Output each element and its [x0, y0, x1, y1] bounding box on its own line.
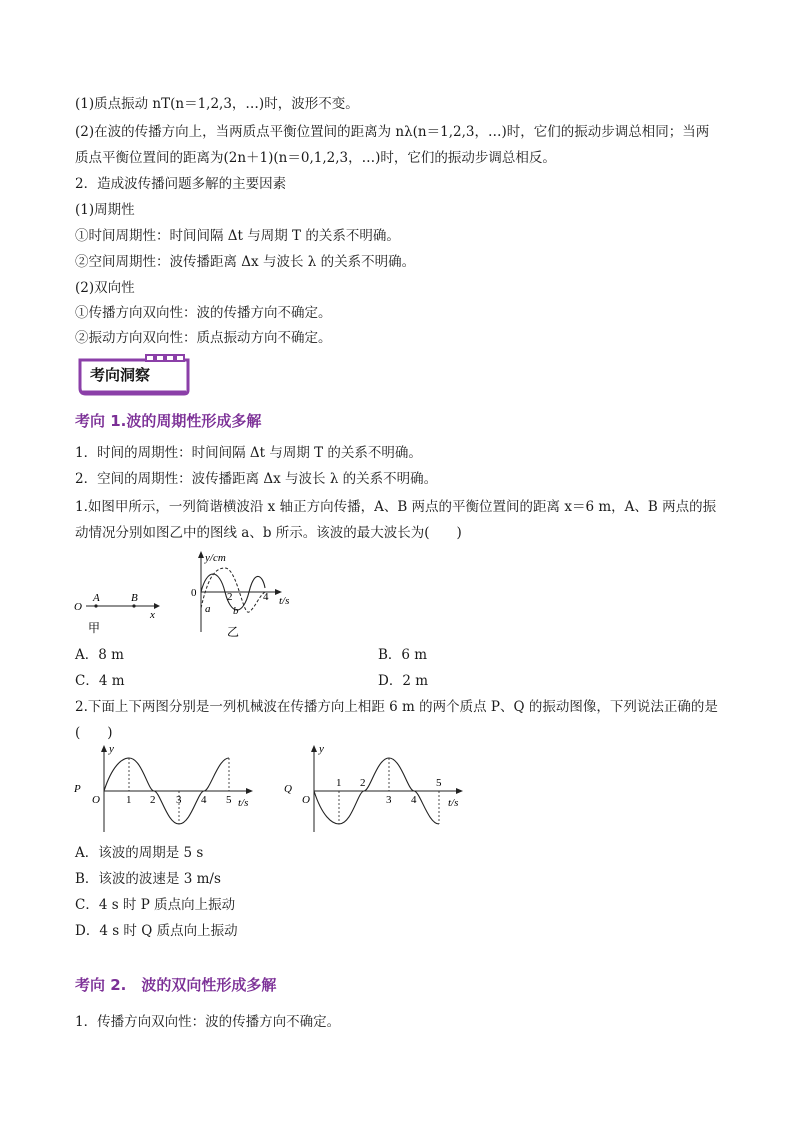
label-zero: 0 [191, 587, 197, 599]
p-label-t: t/s [238, 797, 249, 809]
point-b-dot [132, 604, 135, 607]
p-label-origin: O [92, 794, 100, 806]
q2-option-a[interactable]: A．该波的周期是 5 s [75, 845, 204, 861]
graph-p [70, 740, 260, 840]
section1-title: 考向 1.波的周期性形成多解 [75, 412, 262, 430]
para-p3: (1)周期性 [75, 202, 135, 218]
sec1-line2: 2．空间的周期性：波传播距离 Δx 与波长 λ 的关系不明确。 [75, 471, 438, 487]
para-p8: ②振动方向双向性：质点振动方向不确定。 [75, 330, 332, 346]
para-p4: ①时间周期性：时间间隔 Δt 与周期 T 的关系不明确。 [75, 228, 400, 244]
p-tick-1: 1 [126, 794, 132, 806]
p-label-name: P [74, 783, 81, 795]
badge-kaoxiang [76, 354, 194, 396]
label-curve-a: a [205, 603, 211, 615]
figure-jia [70, 585, 170, 635]
x-axis-arrow [154, 603, 160, 609]
label-point-a: A [93, 592, 100, 604]
p-y-arrow [101, 745, 107, 752]
p-label-y: y [109, 743, 114, 755]
p-tick-5: 5 [226, 794, 232, 806]
q-y-arrow [311, 745, 317, 752]
q1-stem-b: 动情况分别如图乙中的图线 a、b 所示。该波的最大波长为( ) [75, 525, 462, 541]
para-p5: ②空间周期性：波传播距离 Δx 与波长 λ 的关系不明确。 [75, 254, 416, 270]
q1-option-c[interactable]: C．4 m [75, 673, 125, 689]
q-tick-3: 3 [386, 794, 392, 806]
badge-label: 考向洞察 [90, 366, 151, 384]
q1-stem-a: 1.如图甲所示，一列简谐横波沿 x 轴正方向传播，A、B 两点的平衡位置间的距离 x＝6 m，A、B 两点的振 [75, 499, 717, 515]
para-p1: (1)质点振动 nT(n＝1,2,3，…)时，波形不变。 [75, 96, 359, 112]
point-a-dot [94, 604, 97, 607]
figure-yi [185, 548, 305, 638]
caption-jia: 甲 [88, 621, 101, 635]
y-axis-arrow [198, 551, 204, 558]
q-t-arrow [456, 788, 463, 794]
q2-option-c[interactable]: C．4 s 时 P 质点向上振动 [75, 897, 236, 913]
label-point-b: B [131, 592, 138, 604]
tick-2: 2 [227, 591, 233, 603]
q-label-t: t/s [448, 797, 459, 809]
q-label-y: y [319, 743, 324, 755]
heading-factors: 2．造成波传播问题多解的主要因素 [75, 176, 287, 192]
sec1-line1: 1．时间的周期性：时间间隔 Δt 与周期 T 的关系不明确。 [75, 445, 422, 461]
section2-title: 考向 2. 波的双向性形成多解 [75, 976, 277, 994]
q2-option-d[interactable]: D．4 s 时 Q 质点向上振动 [75, 923, 238, 939]
tick-4: 4 [263, 591, 269, 603]
q-tick-4: 4 [411, 794, 417, 806]
q1-option-d[interactable]: D．2 m [378, 673, 429, 689]
q-label-name: Q [284, 783, 292, 795]
para-p7: ①传播方向双向性：波的传播方向不确定。 [75, 305, 332, 321]
q-tick-2: 2 [360, 777, 366, 789]
q1-option-b[interactable]: B．6 m [378, 647, 428, 663]
p-tick-4: 4 [201, 794, 207, 806]
graph-q [280, 740, 470, 840]
para-p6: (2)双向性 [75, 280, 135, 296]
q-label-origin: O [302, 794, 310, 806]
q2-option-b[interactable]: B．该波的波速是 3 m/s [75, 871, 221, 887]
label-tlabel: t/s [279, 595, 290, 607]
label-x: x [150, 609, 155, 621]
para-p2b: 质点平衡位置间的距离为(2n＋1)(n＝0,1,2,3，…)时，它们的振动步调总相反。 [75, 150, 556, 166]
q-tick-5: 5 [436, 777, 442, 789]
q2-stem-a: 2.下面上下两图分别是一列机械波在传播方向上相距 6 m 的两个质点 P、Q 的振动图像，下列说法正确的是 [75, 699, 718, 715]
para-p2a: (2)在波的传播方向上，当两质点平衡位置间的距离为 nλ(n＝1,2,3，…)时，它们的振动步调总相同；当两 [75, 124, 710, 140]
q2-stem-b: ( ) [75, 725, 113, 741]
p-tick-2: 2 [150, 794, 156, 806]
p-t-arrow [246, 788, 253, 794]
sec2-line1: 1．传播方向双向性：波的传播方向不确定。 [75, 1014, 341, 1030]
caption-yi: 乙 [227, 625, 240, 638]
q1-option-a[interactable]: A．8 m [75, 647, 124, 663]
label-ylabel: y/cm [205, 552, 226, 564]
q-tick-1: 1 [336, 777, 342, 789]
p-tick-3: 3 [176, 794, 182, 806]
label-origin: O [74, 601, 82, 613]
label-curve-b: b [233, 605, 239, 617]
